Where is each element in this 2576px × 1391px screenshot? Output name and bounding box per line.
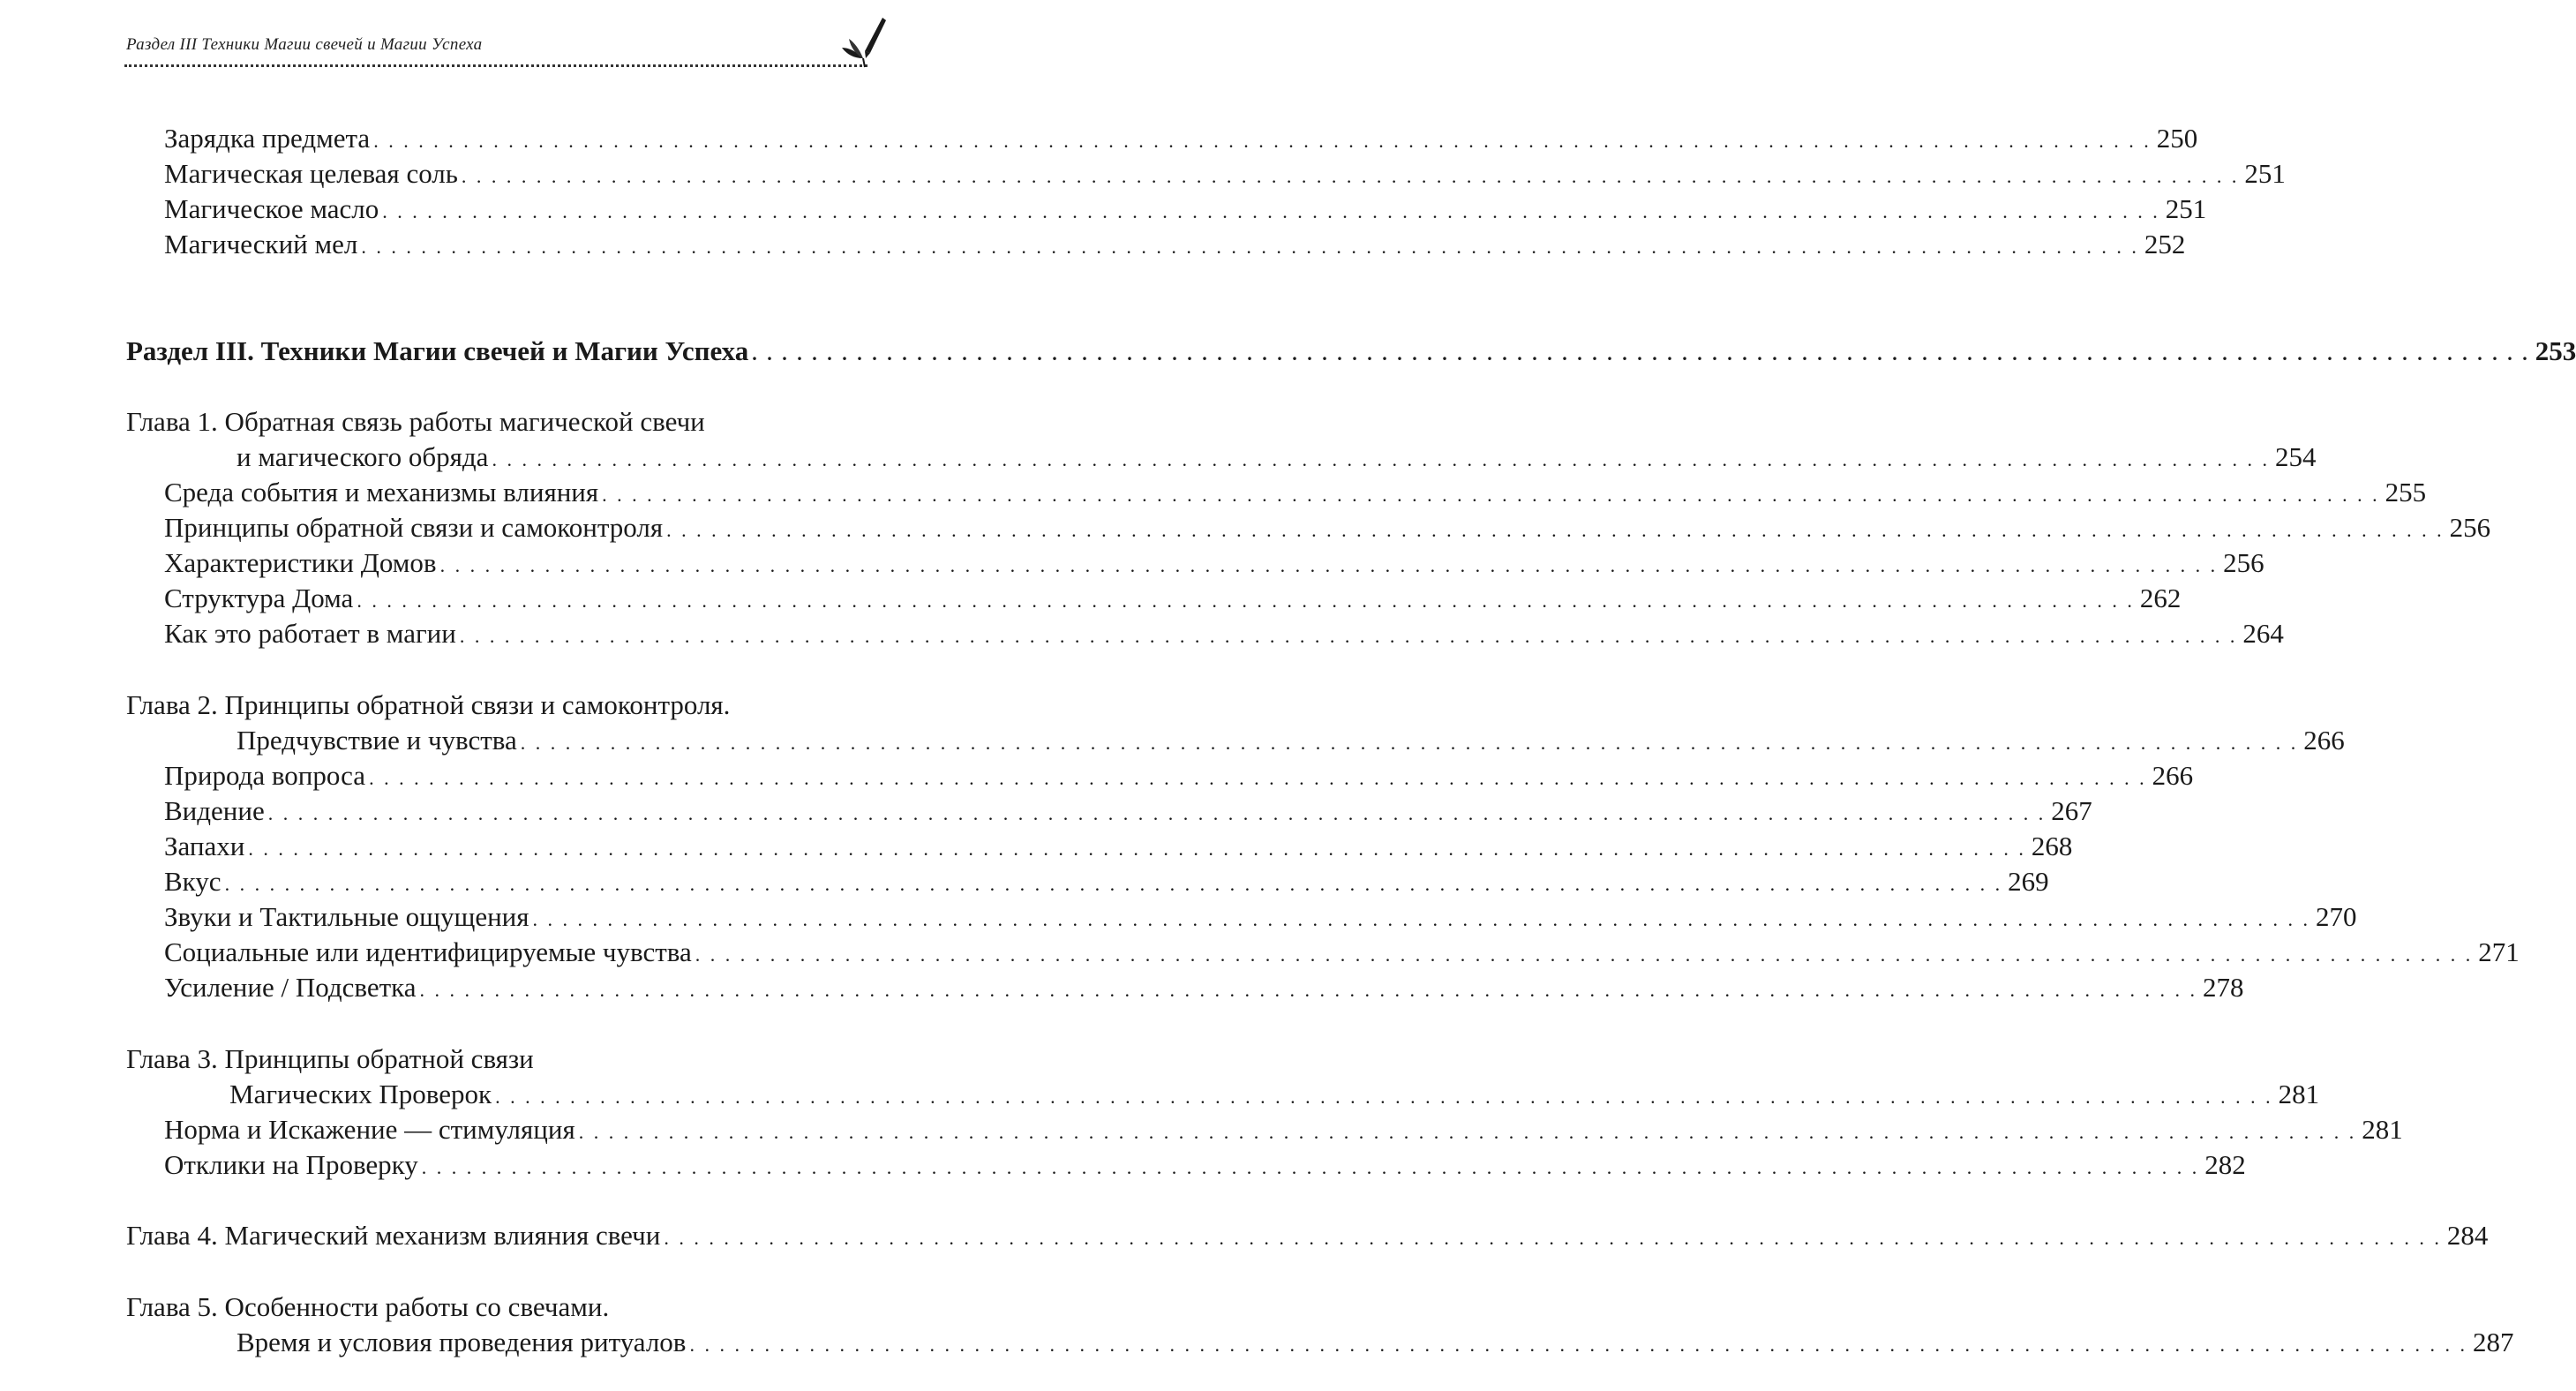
leader-dots xyxy=(462,159,2240,194)
leader-dots xyxy=(373,124,2152,159)
leader-dots xyxy=(268,796,2047,831)
toc-entry-title: Социальные или идентифицируемые чувства xyxy=(164,936,692,967)
toc-entry[interactable] xyxy=(164,1147,2246,1183)
toc-entry[interactable] xyxy=(164,192,2207,227)
toc-entry-page: 256 xyxy=(2449,512,2491,543)
toc-entry-page: 266 xyxy=(2152,760,2194,791)
toc-entry-page: 267 xyxy=(2051,795,2092,826)
toc-entry[interactable] xyxy=(164,829,2073,864)
toc-entry-title: Видение xyxy=(164,795,265,826)
toc-entry-title: Магических Проверок xyxy=(229,1079,492,1109)
toc-entry-title: Зарядка предмета xyxy=(164,123,371,154)
toc-entry-page: 254 xyxy=(2274,441,2317,472)
toc-entry-title: Как это работает в магии xyxy=(164,618,456,649)
toc-entry-title: Время и условия проведения ритуалов xyxy=(237,1327,687,1357)
chapter-4-entry[interactable] xyxy=(126,1218,2489,1253)
toc-entry[interactable] xyxy=(164,475,2427,510)
toc-entry-title: Характеристики Домов xyxy=(164,547,437,578)
leader-dots xyxy=(422,1150,2200,1185)
leader-dots xyxy=(752,336,2530,372)
toc-entry-title: Структура Дома xyxy=(164,583,354,613)
chapter-5-title[interactable]: Глава 5. Особенности работы со свечами. xyxy=(126,1291,610,1322)
toc-entry-title: Запахи xyxy=(164,831,245,861)
toc-entry-title: Звуки и Тактильные ощущения xyxy=(164,901,529,932)
chapter-5-title-cont[interactable] xyxy=(237,1325,2514,1360)
leader-dots xyxy=(492,442,2270,477)
leader-dots xyxy=(689,1327,2467,1363)
toc-entry-page: 251 xyxy=(2165,193,2207,224)
toc-entry-page: 278 xyxy=(2203,972,2244,1003)
section-page: 253 xyxy=(2535,335,2576,366)
toc-entry-page: 264 xyxy=(2242,618,2284,649)
leader-dots xyxy=(382,194,2160,229)
toc-entry-title: Вкус xyxy=(164,866,222,897)
leader-dots xyxy=(361,229,2139,265)
leader-dots xyxy=(664,1221,2442,1256)
leader-dots xyxy=(460,619,2238,654)
toc-entry-page: 252 xyxy=(2144,229,2186,259)
toc-entry[interactable] xyxy=(164,616,2284,651)
toc-entry[interactable] xyxy=(164,510,2491,545)
toc-entry[interactable] xyxy=(164,970,2244,1005)
toc-entry[interactable] xyxy=(164,545,2264,581)
leader-dots xyxy=(420,973,2198,1008)
toc-entry[interactable] xyxy=(164,793,2092,829)
toc-entry-page: 256 xyxy=(2223,547,2264,578)
toc-entry-page: 255 xyxy=(2384,477,2427,508)
toc-entry[interactable] xyxy=(164,227,2186,262)
header-dotted-rule xyxy=(124,64,867,67)
chapter-2-title[interactable]: Глава 2. Принципы обратной связи и самоконтроля. xyxy=(126,689,731,720)
toc-entry[interactable] xyxy=(164,758,2194,793)
toc-entry-page: 281 xyxy=(2362,1114,2403,1145)
toc-entry-page: 262 xyxy=(2139,583,2182,613)
leader-dots xyxy=(225,867,2003,902)
toc-entry-title: Магическая целевая соль xyxy=(164,158,458,189)
toc-entry[interactable] xyxy=(164,581,2182,616)
toc-entry[interactable] xyxy=(164,156,2286,192)
toc-entry-page: 287 xyxy=(2472,1327,2514,1357)
leader-dots xyxy=(357,583,2135,619)
leader-dots xyxy=(579,1115,2357,1150)
toc-entry[interactable] xyxy=(164,1112,2403,1147)
leader-dots xyxy=(440,548,2219,583)
chapter-1-title-cont[interactable] xyxy=(237,440,2317,475)
chapter-2-title-cont[interactable] xyxy=(237,723,2345,758)
toc-entry-title: и магического обряда xyxy=(237,441,489,472)
toc-entry[interactable] xyxy=(164,121,2198,156)
leader-dots xyxy=(521,726,2299,761)
toc-entry-title: Природа вопроса xyxy=(164,760,366,791)
toc-entry-page: 269 xyxy=(2008,866,2049,897)
toc-entry-title: Магическое масло xyxy=(164,193,379,224)
toc-entry-page: 271 xyxy=(2478,936,2520,967)
leader-dots xyxy=(666,513,2445,548)
running-head: Раздел III Техники Магии свечей и Магии Успеха xyxy=(126,35,483,54)
leader-dots xyxy=(695,937,2474,973)
toc-entry-page: 266 xyxy=(2303,725,2345,756)
toc-entry-title: Усиление / Подсветка xyxy=(164,972,417,1003)
toc-entry-title: Принципы обратной связи и самоконтроля xyxy=(164,512,664,543)
toc-entry-page: 251 xyxy=(2244,158,2286,189)
toc-entry-title: Отклики на Проверку xyxy=(164,1149,418,1180)
toc-entry-page: 282 xyxy=(2204,1149,2246,1180)
toc-entry[interactable] xyxy=(164,935,2520,970)
toc-entry-title: Глава 4. Магический механизм влияния свечи xyxy=(126,1220,661,1251)
leader-dots xyxy=(602,477,2380,513)
chapter-3-title[interactable]: Глава 3. Принципы обратной связи xyxy=(126,1043,534,1074)
toc-entry-title: Среда события и механизмы влияния xyxy=(164,477,599,508)
chapter-1-title[interactable]: Глава 1. Обратная связь работы магической свечи xyxy=(126,406,705,437)
toc-entry-page: 270 xyxy=(2316,901,2357,932)
chapter-3-title-cont[interactable] xyxy=(229,1077,2320,1112)
leader-dots xyxy=(533,902,2311,937)
section-entry[interactable] xyxy=(126,334,2576,369)
leader-dots xyxy=(248,831,2026,867)
quill-leaf-icon xyxy=(838,12,888,69)
toc-entry[interactable] xyxy=(164,864,2049,899)
toc-entry-page: 268 xyxy=(2031,831,2073,861)
toc-entry-title: Магический мел xyxy=(164,229,358,259)
toc-entry-page: 281 xyxy=(2278,1079,2320,1109)
toc-entry-page: 284 xyxy=(2446,1220,2489,1251)
leader-dots xyxy=(369,761,2147,796)
leader-dots xyxy=(495,1079,2273,1115)
toc-entry[interactable] xyxy=(164,899,2357,935)
toc-entry-title: Предчувствие и чувства xyxy=(237,725,517,756)
toc-entry-title: Норма и Искажение — стимуляция xyxy=(164,1114,575,1145)
section-title: Раздел III. Техники Магии свечей и Магии Успеха xyxy=(126,335,749,366)
toc-entry-page: 250 xyxy=(2156,123,2198,154)
